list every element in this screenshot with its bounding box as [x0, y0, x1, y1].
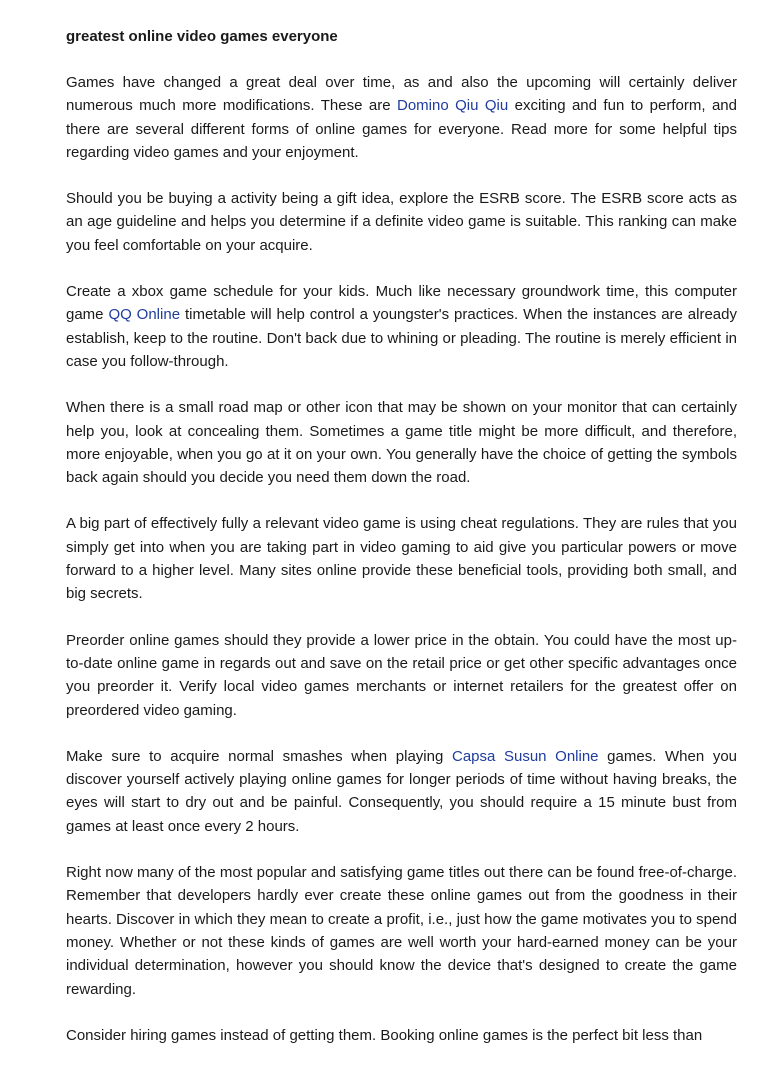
- paragraph-2: Should you be buying a activity being a gift idea, explore the ESRB score. The ESRB score acts as an age guideline and helps you determine if a definite video game is suitable. This ranking can make you feel comfortable on your acquire.: [66, 190, 737, 254]
- link-qq-online[interactable]: QQ Online: [108, 306, 181, 324]
- paragraph-7: [66, 745, 737, 838]
- paragraph-5: A big part of effectively fully a relevant video game is using cheat regulations. They are rules that you simply get into when you are taking part in video gaming to aid give you particular powers or move forward to a higher level. Many sites online provide these beneficial tools, providing both small, and big secrets.: [66, 515, 737, 603]
- paragraph-1-text-before: Games have changed a great deal over time, as and also the upcoming will certainly deliver numerous much more modifications. These are: [66, 74, 737, 115]
- paragraph-1-text-after: exciting and fun to perform, and there are several different forms of online games for everyone. Read more for some helpful tips regarding video games and your enjoyment.: [66, 97, 737, 161]
- paragraph-6: Preorder online games should they provide a lower price in the obtain. You could have the most up-to-date online game in regards out and save on the retail price or get other specific advantages once you preorder it. Verify local video games merchants or internet retailers for the greatest offer on preordered video gaming.: [66, 631, 737, 719]
- paragraph-7-text-before: Make sure to acquire normal smashes when playing: [66, 747, 452, 765]
- paragraph-1: [66, 71, 737, 164]
- paragraph-9: Consider hiring games instead of getting them. Booking online games is the perfect bit less than: [66, 1026, 703, 1044]
- paragraph-3-text-after: timetable will help control a youngster's practices. When the instances are already establish, keep to the routine. Don't back due to whining or pleading. The routine is merely efficient in case you follow-through.: [66, 306, 737, 370]
- paragraph-3-text-before: Create a xbox game schedule for your kids. Much like necessary groundwork time, this computer game: [66, 283, 737, 324]
- paragraph-8: Right now many of the most popular and satisfying game titles out there can be found free-of-charge. Remember that developers hardly ever create these online games out from the goodness in their hearts. Discover in which they mean to create a profit, i.e., just how the game motivates you to spend money. Whether or not these kinds of games are well worth your hard-earned money can be your individual determination, however you should know the device that's designed to create the game rewarding.: [66, 864, 737, 998]
- link-domino-qiu-qiu[interactable]: Domino Qiu Qiu: [396, 97, 509, 115]
- paragraph-4: When there is a small road map or other icon that may be shown on your monitor that can certainly help you, look at concealing them. Sometimes a game title might be more difficult, and therefore, more enjoyable, when you go at it on your own. You generally have the choice of getting the symbols back again should you decide you need them down the road.: [66, 399, 737, 487]
- document-title: greatest online video games everyone: [66, 28, 338, 45]
- link-capsa-susun-online[interactable]: Capsa Susun Online: [451, 747, 599, 765]
- paragraph-3: [66, 280, 737, 373]
- paragraph-7-text-after: games. When you discover yourself actively playing online games for longer periods of time without having breaks, the eyes will start to dry out and be painful. Consequently, you should require a 15 minute bust from games at least once every 2 hours.: [66, 747, 738, 835]
